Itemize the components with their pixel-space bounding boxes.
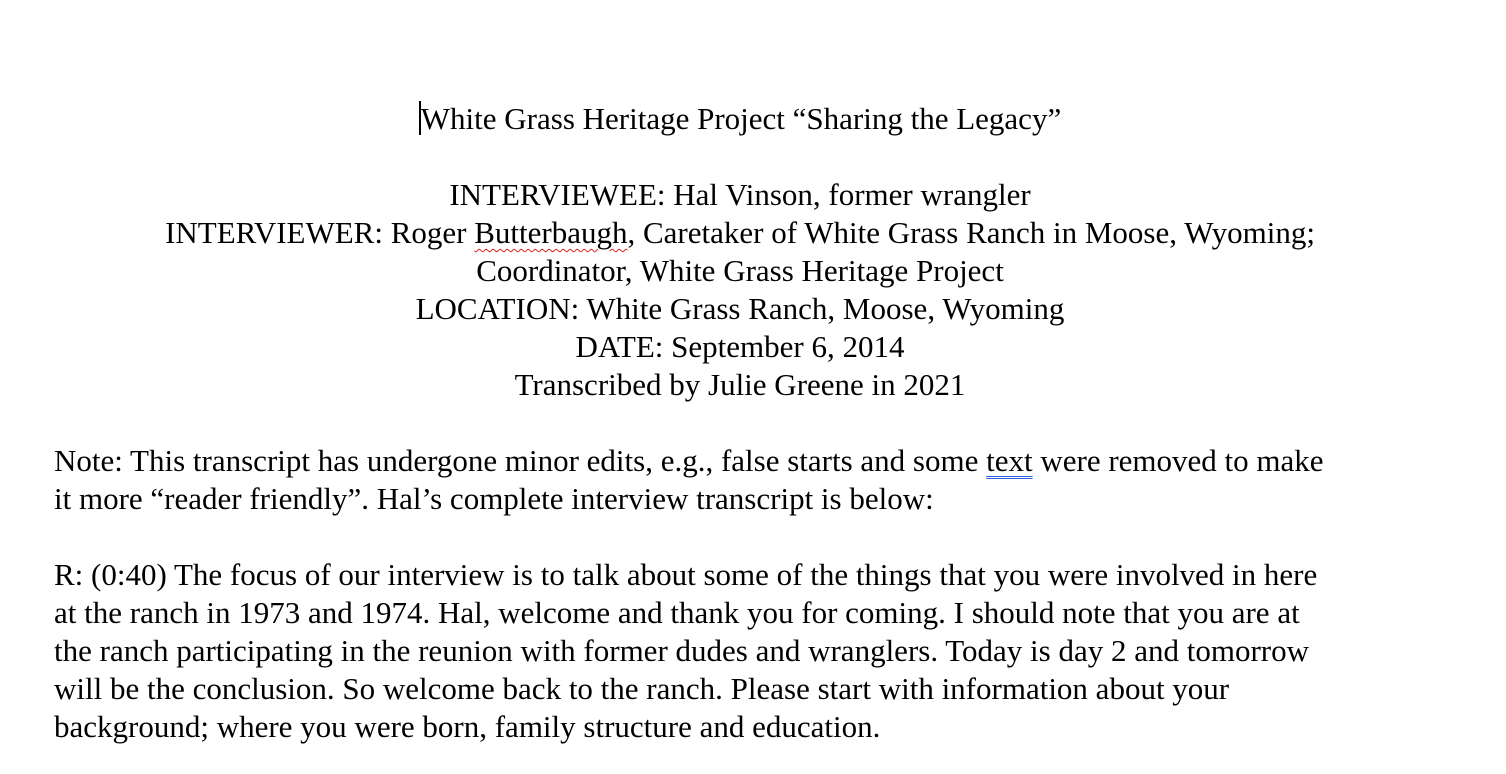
paragraph-line[interactable]: at the ranch in 1973 and 1974. Hal, welcome and thank you for coming. I should note that you are at bbox=[54, 595, 1300, 630]
interviewer-line[interactable]: INTERVIEWER: Roger Butterbaugh, Caretaker of White Grass Ranch in Moose, Wyoming; bbox=[165, 215, 1315, 250]
paragraph-line[interactable]: will be the conclusion. So welcome back to the ranch. Please start with information about your bbox=[54, 671, 1230, 706]
coordinator-line[interactable]: Coordinator, White Grass Heritage Project bbox=[476, 253, 1004, 288]
grammar-flagged-word[interactable]: text bbox=[986, 443, 1033, 478]
document-title[interactable]: White Grass Heritage Project “Sharing the Legacy” bbox=[420, 101, 1062, 136]
paragraph-line[interactable]: the ranch participating in the reunion with former dudes and wranglers. Today is day 2 and tomorrow bbox=[54, 633, 1310, 668]
paragraph-line[interactable]: R: (0:40) The focus of our interview is to talk about some of the things that you were involved in here bbox=[54, 557, 1318, 592]
note-line-1[interactable]: Note: This transcript has undergone minor edits, e.g., false starts and some text were removed to make bbox=[54, 443, 1324, 478]
date-line[interactable]: DATE: September 6, 2014 bbox=[575, 329, 905, 364]
note-line-2[interactable]: it more “reader friendly”. Hal’s complete interview transcript is below: bbox=[54, 481, 934, 516]
spelling-flagged-word[interactable]: Butterbaugh bbox=[474, 215, 628, 250]
transcribed-by-line[interactable]: Transcribed by Julie Greene in 2021 bbox=[514, 367, 966, 402]
location-line[interactable]: LOCATION: White Grass Ranch, Moose, Wyoming bbox=[415, 291, 1065, 326]
paragraph-line[interactable]: background; where you were born, family structure and education. bbox=[54, 709, 881, 744]
interviewee-line[interactable]: INTERVIEWEE: Hal Vinson, former wrangler bbox=[449, 177, 1031, 212]
